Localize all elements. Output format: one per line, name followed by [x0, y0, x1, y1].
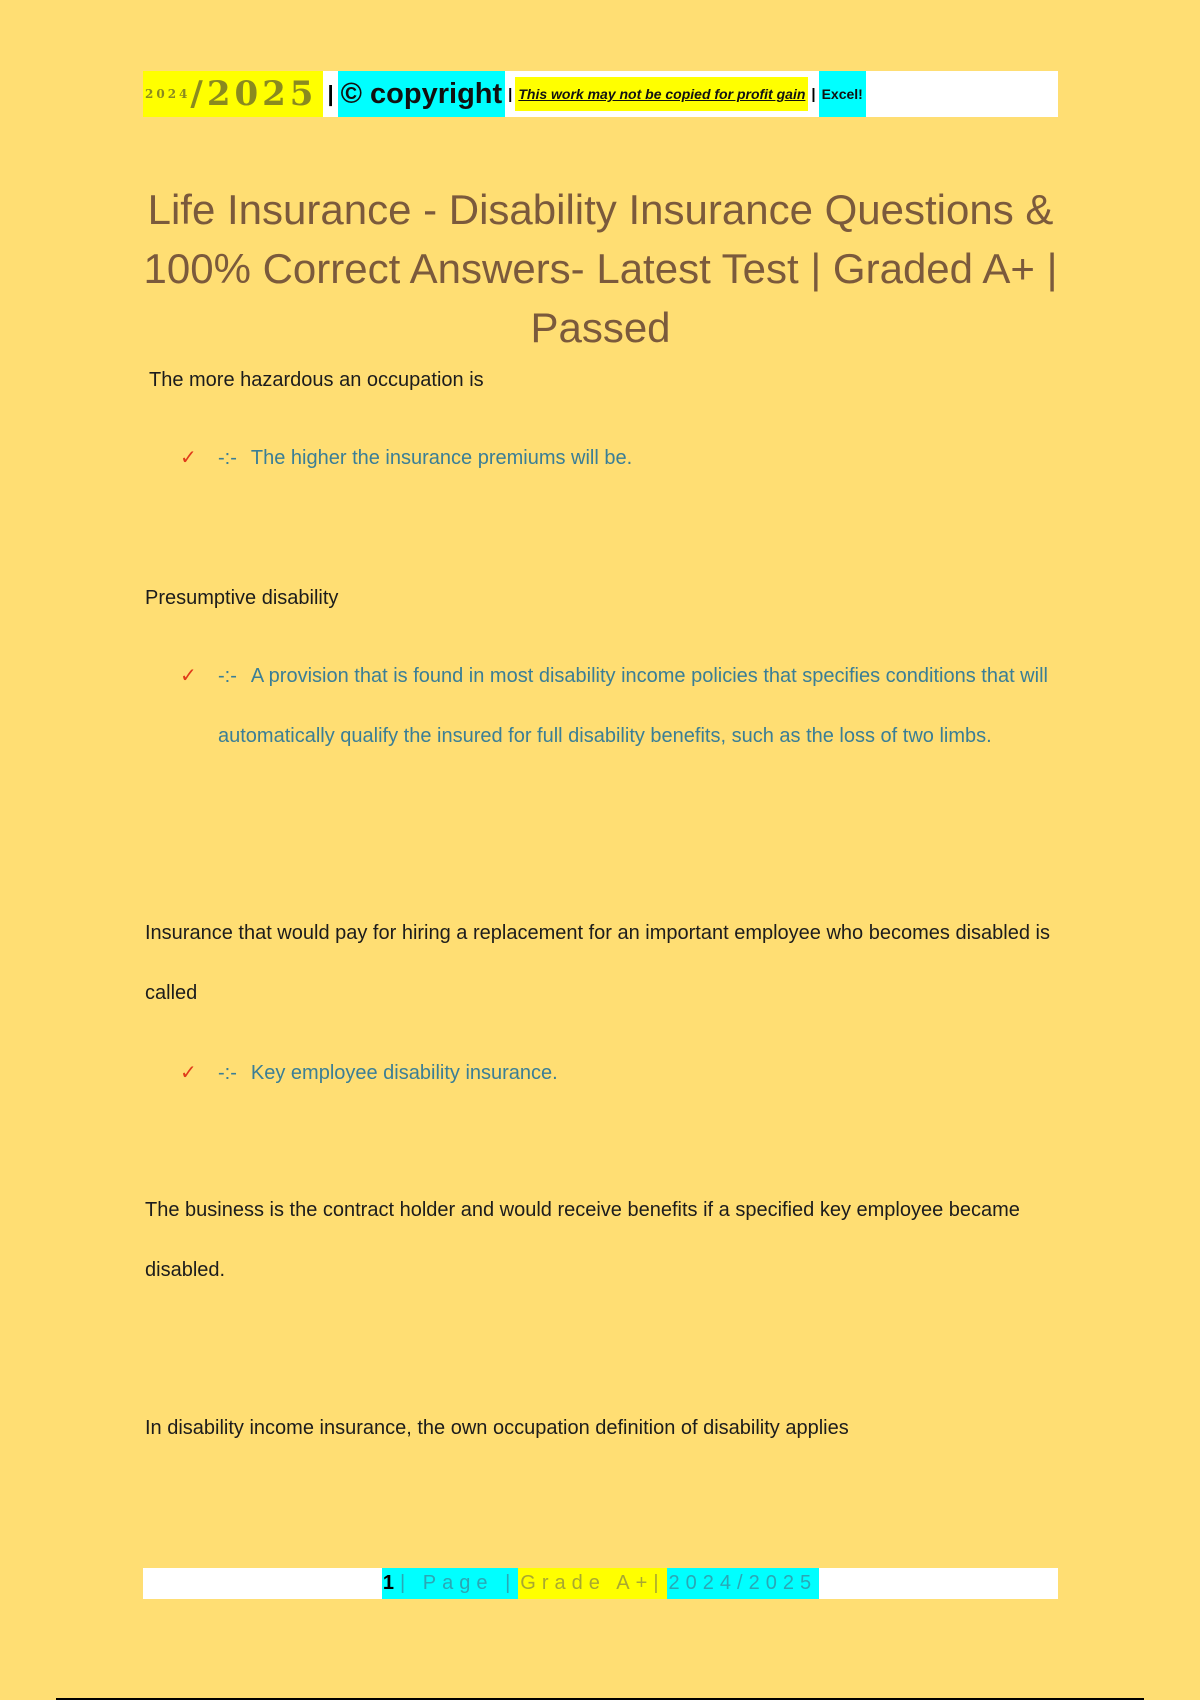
answer-prefix: -:- [218, 665, 237, 687]
answer-item [180, 1043, 1060, 1103]
answer-text: The higher the insurance premiums will be. [250, 447, 633, 469]
question-text: Insurance that would pay for hiring a replacement for an important employee who becomes disabled is called [145, 922, 1050, 1004]
header-separator: | [811, 85, 816, 103]
answer-item [180, 646, 1050, 766]
answer-text: Key employee disability insurance. [250, 1062, 558, 1084]
page-number: 1 [382, 1568, 398, 1599]
checkmark-icon: ✓ [180, 447, 197, 469]
question-text: Presumptive disability [145, 587, 339, 609]
header-year-big: /2025 [190, 74, 318, 114]
question-text: The business is the contract holder and would receive benefits if a specified key employee became disabled. [145, 1199, 1020, 1281]
header-separator: | [327, 81, 334, 106]
footer-page-label: | Page | [398, 1568, 518, 1599]
header-excel: Excel! [819, 71, 866, 117]
question-text: In disability income insurance, the own occupation definition of disability applies [145, 1417, 849, 1439]
header-year-small: 2024 [145, 87, 191, 101]
header-year [143, 71, 323, 117]
header-copyright: © copyright [338, 71, 506, 117]
answer-prefix: -:- [218, 1062, 237, 1084]
footer-banner [143, 1568, 1058, 1599]
header-banner [143, 71, 1058, 117]
checkmark-icon: ✓ [180, 665, 197, 687]
answer-item [180, 428, 1060, 488]
header-separator: | [508, 85, 513, 103]
question-text: The more hazardous an occupation is [149, 369, 484, 391]
footer-grade: Grade A+| [518, 1568, 666, 1599]
checkmark-icon: ✓ [180, 1062, 197, 1084]
answer-text: A provision that is found in most disability income policies that specifies conditions that will automatically qualify the insured for full disability benefits, such as the loss of two limbs. [218, 665, 1048, 747]
answer-prefix: -:- [218, 447, 237, 469]
document-title: Life Insurance - Disability Insurance Questions & 100% Correct Answers- Latest Test | Graded A+ | Passed [143, 186, 1058, 351]
header-copy-notice: This work may not be copied for profit gain [515, 77, 808, 111]
footer-year: 2024/2025 [667, 1568, 820, 1599]
